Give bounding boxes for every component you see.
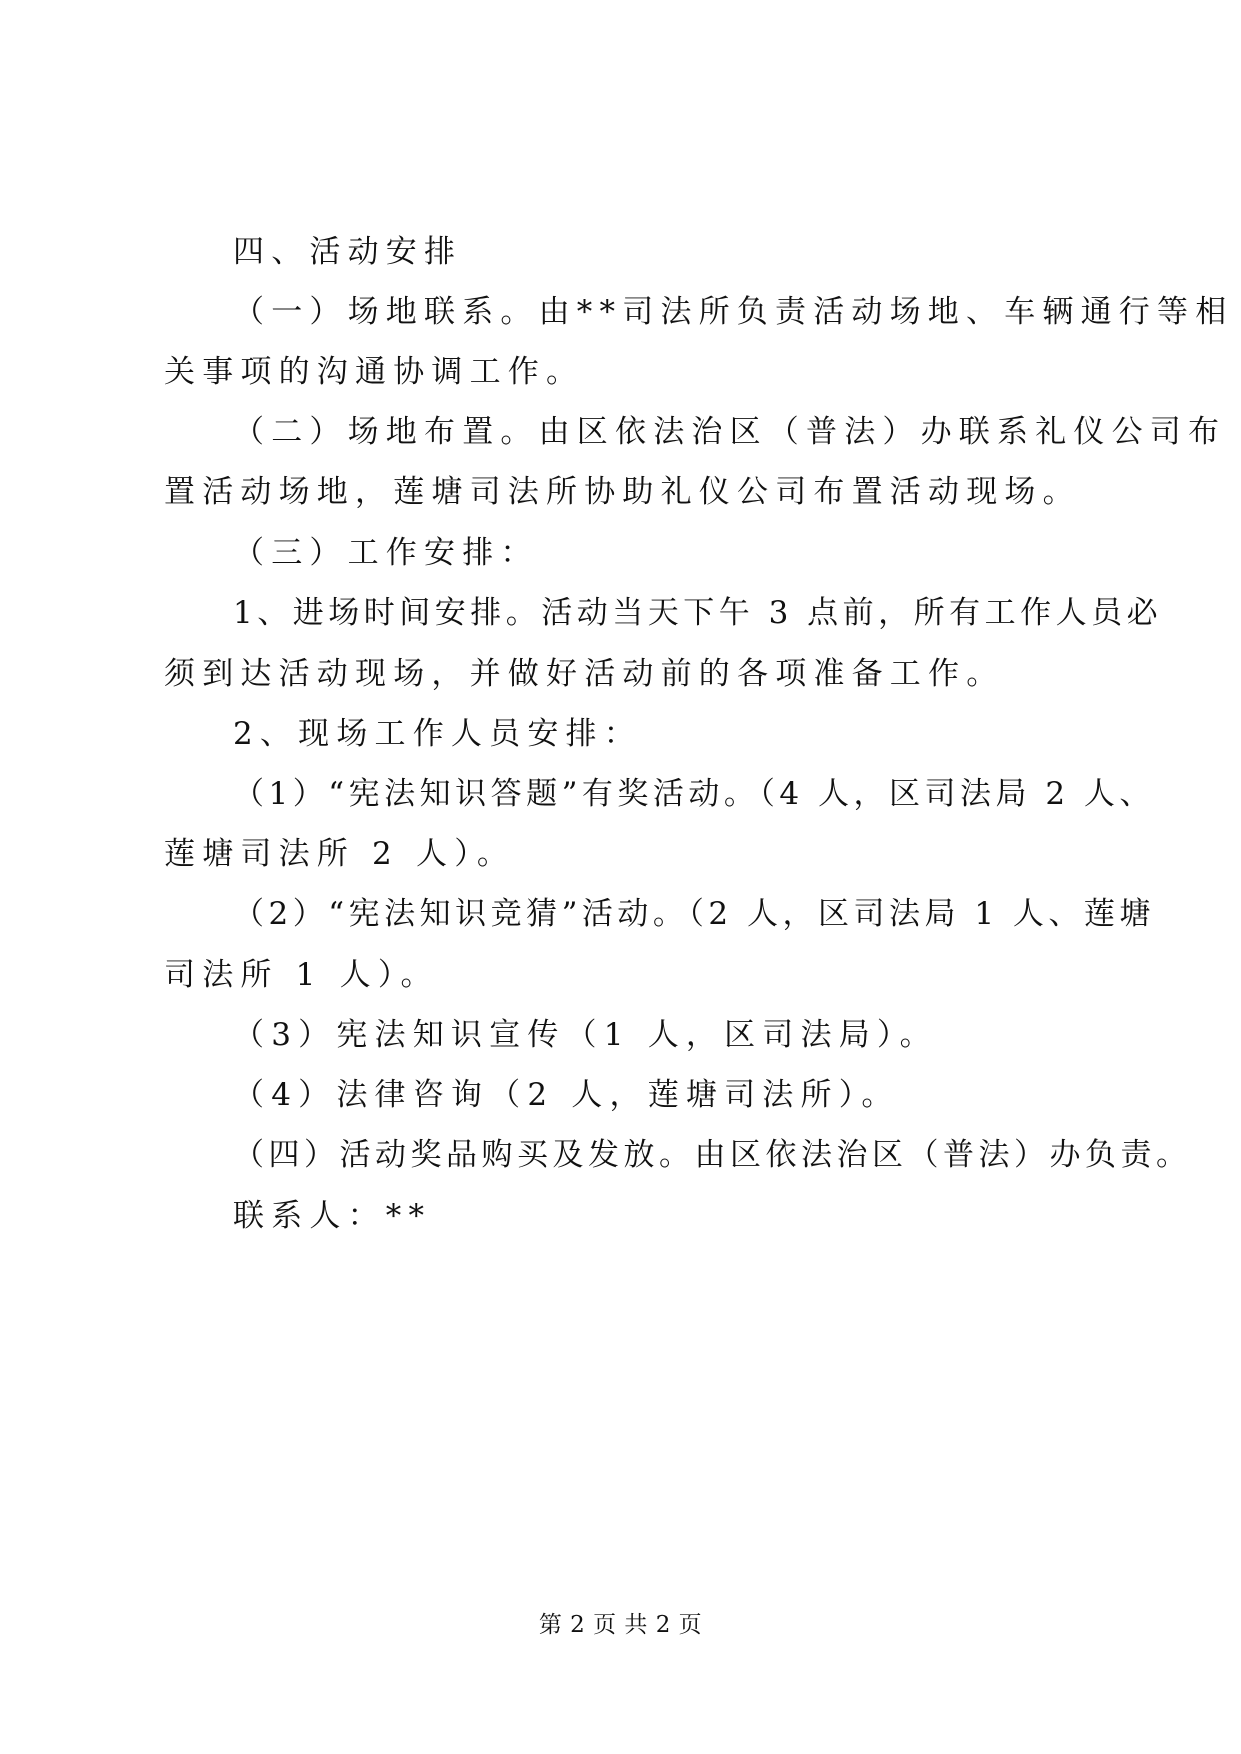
paragraph-line: （一）场地联系。由**司法所负责活动场地、车辆通行等相: [233, 294, 1234, 330]
paragraph-line: 须到达活动现场，并做好活动前的各项准备工作。: [164, 656, 1005, 692]
paragraph-line: （4）法律咨询（2 人，莲塘司法所）。: [233, 1077, 900, 1113]
paragraph-line: （四）活动奖品购买及发放。由区依法治区（普法）办负责。: [233, 1137, 1192, 1173]
contact-line: 联系人：**: [233, 1198, 432, 1234]
paragraph-line: 置活动场地，莲塘司法所协助礼仪公司布置活动现场。: [164, 474, 1081, 510]
paragraph-line: 司法所 1 人）。: [164, 957, 439, 993]
paragraph-line: （2）“宪法知识竞猜”活动。（2 人，区司法局 1 人、莲塘: [233, 896, 1155, 932]
paragraph-line: （3）宪法知识宣传（1 人，区司法局）。: [233, 1017, 938, 1053]
paragraph-line: 关事项的沟通协调工作。: [164, 354, 585, 390]
paragraph-line: （三）工作安排：: [233, 535, 539, 571]
paragraph-line: （1）“宪法知识答题”有奖活动。（4 人，区司法局 2 人、: [233, 776, 1155, 812]
paragraph-line: 莲塘司法所 2 人）。: [164, 836, 516, 872]
paragraph-line: 1、进场时间安排。活动当天下午 3 点前，所有工作人员必: [233, 595, 1163, 631]
section-heading: 四、活动安排: [233, 234, 463, 270]
page-number: 第 2 页 共 2 页: [538, 1612, 703, 1638]
paragraph-line: （二）场地布置。由区依法治区（普法）办联系礼仪公司布: [233, 414, 1227, 450]
paragraph-line: 2、现场工作人员安排：: [233, 716, 642, 752]
